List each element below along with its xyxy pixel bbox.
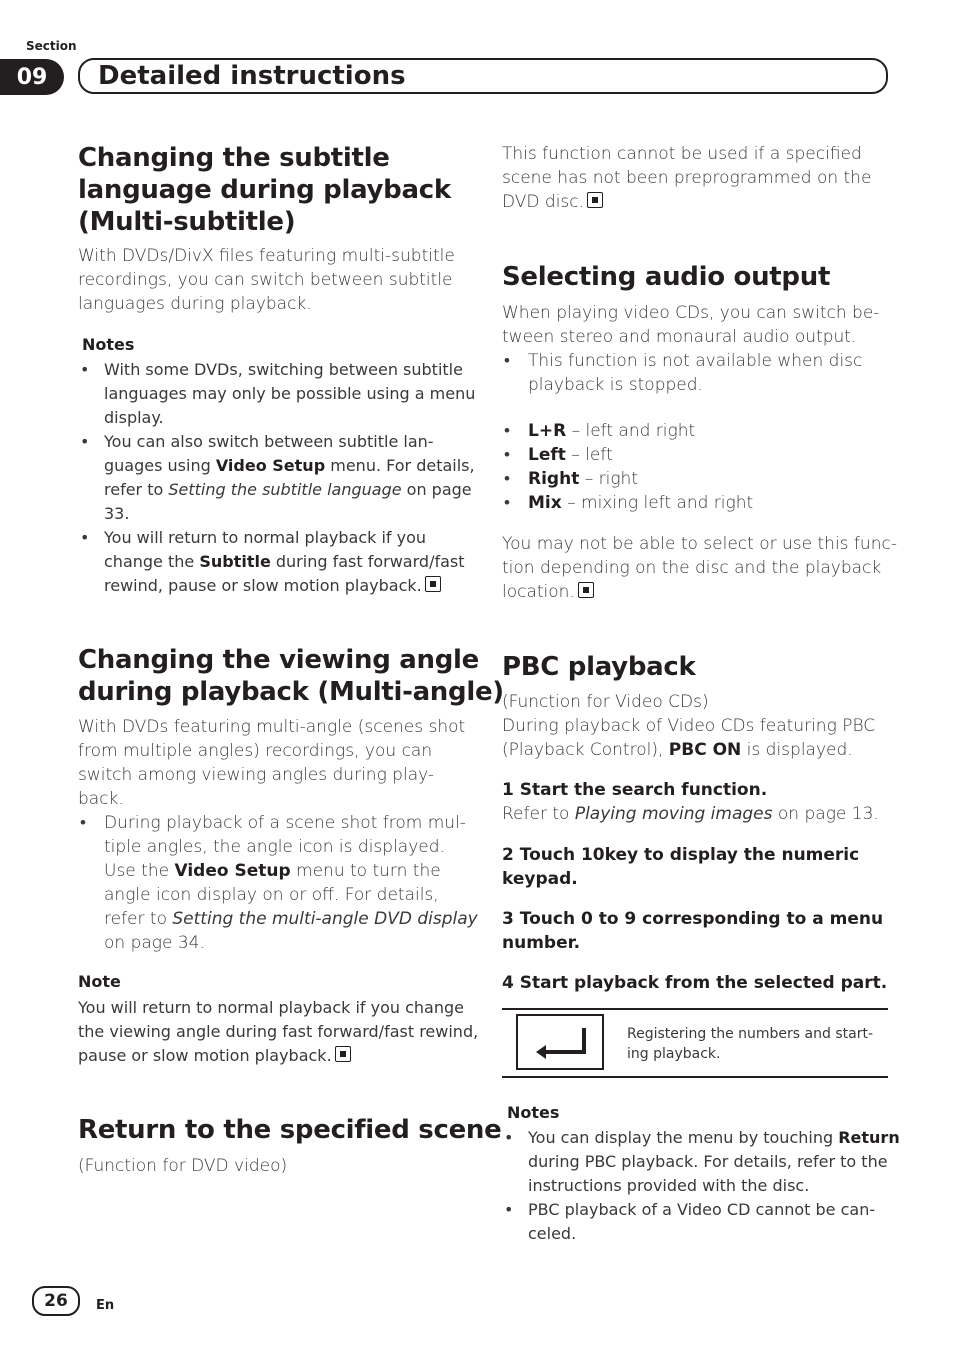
list-item: • During playback of a scene shot from mul- tiple angles, the angle icon is displayed. Use the Video Setup menu to turn the angle icon display on or off. For details, refer to Setting the multi-angle DVD display on page 34. (78, 811, 466, 955)
multi-angle-body: With DVDs featuring multi-angle (scenes shot from multiple angles) recordings, you can switch among viewing angles during play- back. • During playback of a scene shot from mul- tiple angles, the angle icon is displayed. Use the Video Setup menu to turn the angle icon display on or off. For details, refer to Setting the multi-angle DVD display on page 34. (78, 715, 466, 955)
audio-output-body: When playing video CDs, you can switch be- tween stereo and monaural audio output. • This function is not available when disc playback is stopped. (502, 301, 890, 397)
list-item: • Mix – mixing left and right (502, 491, 890, 515)
step-1-ref: Refer to Playing moving images on page 13. (502, 804, 879, 824)
list-item: • With some DVDs, switching between subtitle languages may only be possible using a menu display. (78, 358, 466, 430)
list-item: • This function is not available when disc playback is stopped. (502, 349, 890, 397)
end-mark-icon (578, 582, 594, 598)
audio-options-list (502, 419, 890, 515)
key-description: Registering the numbers and start- ing playback. (627, 1026, 873, 1062)
end-mark-icon (425, 576, 441, 592)
step-4: 4 Start playback from the selected part. (502, 973, 888, 993)
list-item: • You can also switch between subtitle lan- guages using Video Setup menu. For details, refer to Setting the subtitle language on page 33. (78, 430, 466, 526)
list-item: • You can display the menu by touching Return during PBC playback. For details, refer to the instructions provided with the disc. (502, 1126, 890, 1198)
audio-output-heading: Selecting audio output (502, 262, 831, 292)
notes-heading: Notes (82, 335, 135, 354)
list-item: • You will return to normal playback if you change the Subtitle during fast forward/fast rewind, pause or slow motion playback. (78, 526, 466, 598)
section-title: Detailed instructions (98, 61, 406, 91)
enter-key-icon (516, 1014, 604, 1070)
section-number: 09 (0, 59, 64, 95)
pbc-heading: PBC playback (502, 652, 696, 682)
multi-angle-note: You will return to normal playback if you change the viewing angle during fast forward/fast rewind, pause or slow motion playback. (78, 998, 479, 1065)
multi-subtitle-notes (78, 358, 476, 598)
pbc-notes-heading: Notes (507, 1103, 560, 1122)
list-item: • Left – left (502, 443, 890, 467)
step-3: 3 Touch 0 to 9 corresponding to a menu number. (502, 909, 884, 953)
multi-angle-heading: Changing the viewing angle during playback (Multi-angle) (78, 645, 504, 707)
list-item: • L+R – left and right (502, 419, 890, 443)
end-mark-icon (587, 192, 603, 208)
step-1: 1 Start the search function. (502, 780, 768, 800)
list-item: • PBC playback of a Video CD cannot be can- celed. (502, 1198, 890, 1246)
list-item: • Right – right (502, 467, 890, 491)
language-code: En (96, 1298, 115, 1313)
pbc-body: (Function for Video CDs) During playback of Video CDs featuring PBC (Playback Control), PBC ON is displayed. (502, 692, 876, 760)
audio-output-note: You may not be able to select or use this func- tion depending on the disc and the playback location. (502, 534, 897, 602)
step-2: 2 Touch 10key to display the numeric keypad. (502, 845, 860, 889)
return-scene-continued: This function cannot be used if a specified scene has not been preprogrammed on the DVD disc. (502, 144, 872, 212)
multi-subtitle-heading: Changing the subtitle language during playback (Multi-subtitle) (78, 143, 451, 237)
divider (502, 1076, 888, 1078)
pbc-notes (502, 1126, 900, 1246)
return-scene-heading: Return to the specified scene (78, 1115, 502, 1145)
note-heading: Note (78, 972, 121, 991)
page-number: 26 (32, 1286, 80, 1316)
section-label: Section (26, 39, 77, 53)
end-mark-icon (335, 1046, 351, 1062)
divider (502, 1008, 888, 1010)
return-scene-body: (Function for DVD video) (78, 1156, 288, 1176)
multi-subtitle-body: With DVDs/DivX files featuring multi-subtitle recordings, you can switch between subtitle languages during playback. (78, 246, 455, 314)
